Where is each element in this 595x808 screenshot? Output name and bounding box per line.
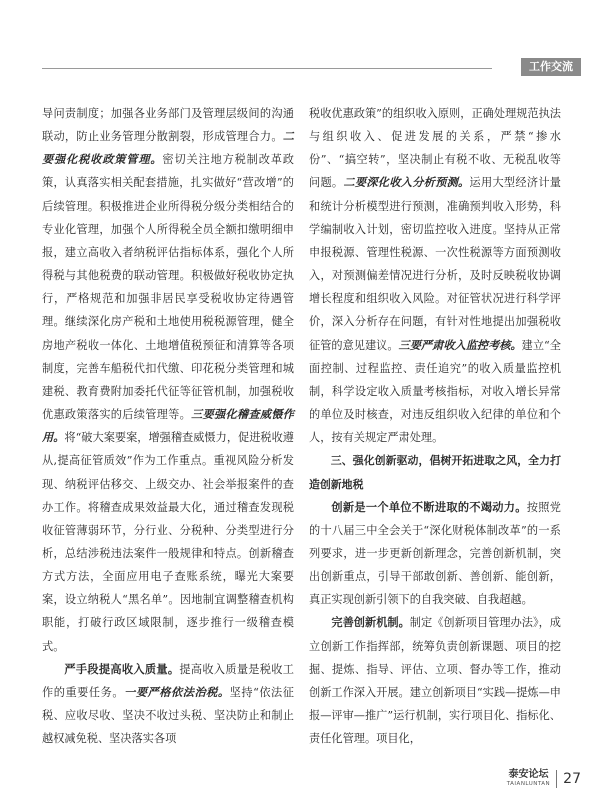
paragraph: 导问责制度；加强各业务部门及管理层级间的沟通联动，防止业务管理分散割裂，形成管理合力。二要强化税收政策管理。密切关注地方税制改革政策，认真落实相关配套措施，扎实做好“营改增”的后续管理。积极推进企业所得税分级分类相结合的专业化管理，加强个人所得税全员全额扣缴明细申报，建立高收入者纳税评估指标体系，强化个人所得税与其他税费的联动管理。积极做好税收协定执行，严格规范和加强非居民享受税收协定待遇管理。继续深化房产税和土地使用税税源管理，健全房地产税收一体化、土地增值税预征和清算等各项制度，完善车船税代扣代缴、印花税分类管理和城建税、教育费附加委托代征等征管机制，加强税收优惠政策落实的后续管理等。三要强化稽查威慑作用。将“破大案要案，增强稽查威慑力，促进税收遵从,提高征管质效”作为工作重点。重视风险分析发现、纳税评估移交、上级交办、社会举报案件的查办工作。将稽查成果效益最大化，通过稽查发现税收征管薄弱环节，分行业、分税种、分类型进行分析，总结涉税违法案件一般规律和特点。创新稽查方式方法，全面应用电子查账系统，曝光大案要案，设立纳税人“黑名单”。因地制宜调整稽查机构职能，打破行政区域限制，逐步推行一级稽查模式。	[42, 107, 294, 653]
section-heading: 三、强化创新驱动，倡树开拓进取之风，全力打造创新地税	[309, 454, 561, 491]
journal-name-latin: TAIANLUNTAN	[506, 781, 551, 788]
lead-phrase: 创新是一个单位不断进取的不竭动力。	[331, 499, 527, 514]
journal-name: 泰安论坛	[508, 769, 549, 781]
page-footer	[507, 764, 581, 794]
key-phrase: 三要严肃收入监控考核。	[398, 337, 522, 352]
paragraph: 税收优惠政策”的组织收入原则，正确处理规范执法与组织收入、促进发展的关系，严禁“掺水份”、“搞空转”，坚决制止有税不收、无税乱收等问题。二要深化收入分析预测。运用大型经济计量和统计分析模型进行预测，准确预判收入形势，科学编制收入计划，密切监控收入进度。坚持从正常申报税源、管理性税源、一次性税源等方面预测收入，对预测偏差情况进行分析，及时反映税收协调增长程度和组织收入风险。对征管状况进行科学评价，深入分析存在问题，有针对性地提出加强税收征管的意见建议。三要严肃收入监控考核。建立“全面控制、过程监控、责任追究”的收入质量监控机制，科学设定收入质量考核指标，对收入增长异常的单位及时核查，对违反组织收入纪律的单位和个人，按有关规定严肃处理。	[309, 107, 561, 445]
section-tag: 工作交流	[521, 58, 581, 76]
lead-phrase: 严手段提高收入质量。	[64, 661, 180, 676]
paragraph: 创新是一个单位不断进取的不竭动力。按照党的十八届三中全会关于“深化财税体制改革”的一系列要求，进一步更新创新理念，完善创新机制，突出创新重点，引导干部敢创新、善创新、能创新，真正实现创新引领下的自我突破、自我超越。	[309, 499, 561, 607]
paragraph: 严手段提高收入质量。提高收入质量是税收工作的重要任务。一要严格依法治税。坚持“依法征税、应收尽收、坚决不收过头税、坚决防止和制止越权减免税、坚决落实各项	[42, 661, 294, 746]
key-phrase: 二要深化收入分析预测。	[343, 175, 470, 190]
right-column	[309, 102, 561, 750]
lead-phrase: 完善创新机制。	[331, 615, 410, 630]
key-phrase: 三要强化稽查威慑作用。	[42, 407, 294, 445]
key-phrase: 一要严格依法治税。	[124, 684, 230, 699]
footer-divider	[556, 770, 557, 788]
left-column	[42, 102, 294, 750]
page-number: 27	[563, 771, 581, 787]
paragraph: 完善创新机制。制定《创新项目管理办法》，成立创新工作指挥部，统筹负责创新课题、项目的挖掘、提炼、指导、评估、立项、督办等工作，推动创新工作深入开展。建立创新项目“实践—提炼—申报—评审—推广”运行机制，实行项目化、指标化、责任化管理。项目化，	[309, 615, 561, 746]
header-rule	[42, 68, 492, 69]
journal-logo	[507, 770, 550, 788]
key-phrase: 二要强化税收政策管理。	[42, 129, 294, 167]
